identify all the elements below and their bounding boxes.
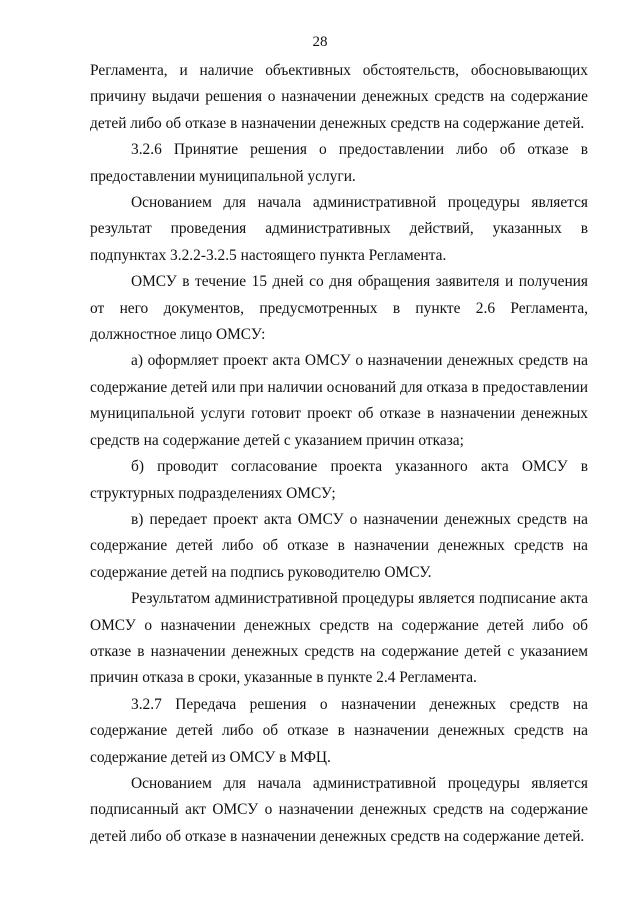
paragraph-basis-signed-act: Основанием для начала административной процедуры является подписанный акт ОМСУ о назначении денежных средств на содержание детей либо об отказе в назначении денежных средств на содержание детей. xyxy=(90,774,588,845)
document-body xyxy=(90,58,588,850)
paragraph-basis: Основанием для начала административной процедуры является результат проведения административных действий, указанных в подпунктах 3.2.2-3.2.5 настоящего пункта Регламента. xyxy=(90,194,588,264)
paragraph-continuation: Регламента, и наличие объективных обстоятельств, обосновывающих причину выдачи решения о назначении денежных средств на содержание детей либо об отказе в назначении денежных средств на содержание детей. xyxy=(90,62,588,132)
page-number: 28 xyxy=(312,34,328,50)
paragraph-omsu-duties: ОМСУ в течение 15 дней со дня обращения заявителя и получения от него документов, предусмотренных в пункте 2.6 Регламента, должностное лицо ОМСУ: xyxy=(90,273,588,344)
list-item-b: б) проводит согласование проекта указанного акта ОМСУ в структурных подразделениях ОМСУ; xyxy=(90,458,588,502)
list-item-a: а) оформляет проект акта ОМСУ о назначении денежных средств на содержание детей или при наличии оснований для отказа в предоставлении муниципальной услуги готовит проект об отказе в назначении денежных средств на содержание детей с указанием причин отказа; xyxy=(90,352,588,449)
paragraph-section-3-2-6-heading: 3.2.6 Принятие решения о предоставлении либо об отказе в предоставлении муниципальной услуги. xyxy=(90,141,588,185)
paragraph-section-3-2-7-heading: 3.2.7 Передача решения о назначении денежных средств на содержание детей либо об отказе в назначении денежных средств на содержание детей из ОМСУ в МФЦ. xyxy=(90,695,588,766)
list-item-v: в) передает проект акта ОМСУ о назначении денежных средств на содержание детей либо об отказе в назначении денежных средств на содержание детей на подпись руководителю ОМСУ. xyxy=(90,510,588,581)
paragraph-result: Результатом административной процедуры является подписание акта ОМСУ о назначении денежных средств на содержание детей либо об отказе в назначении денежных средств на содержание детей с указанием причин отказа в сроки, указанные в пункте 2.4 Регламента. xyxy=(90,590,588,687)
